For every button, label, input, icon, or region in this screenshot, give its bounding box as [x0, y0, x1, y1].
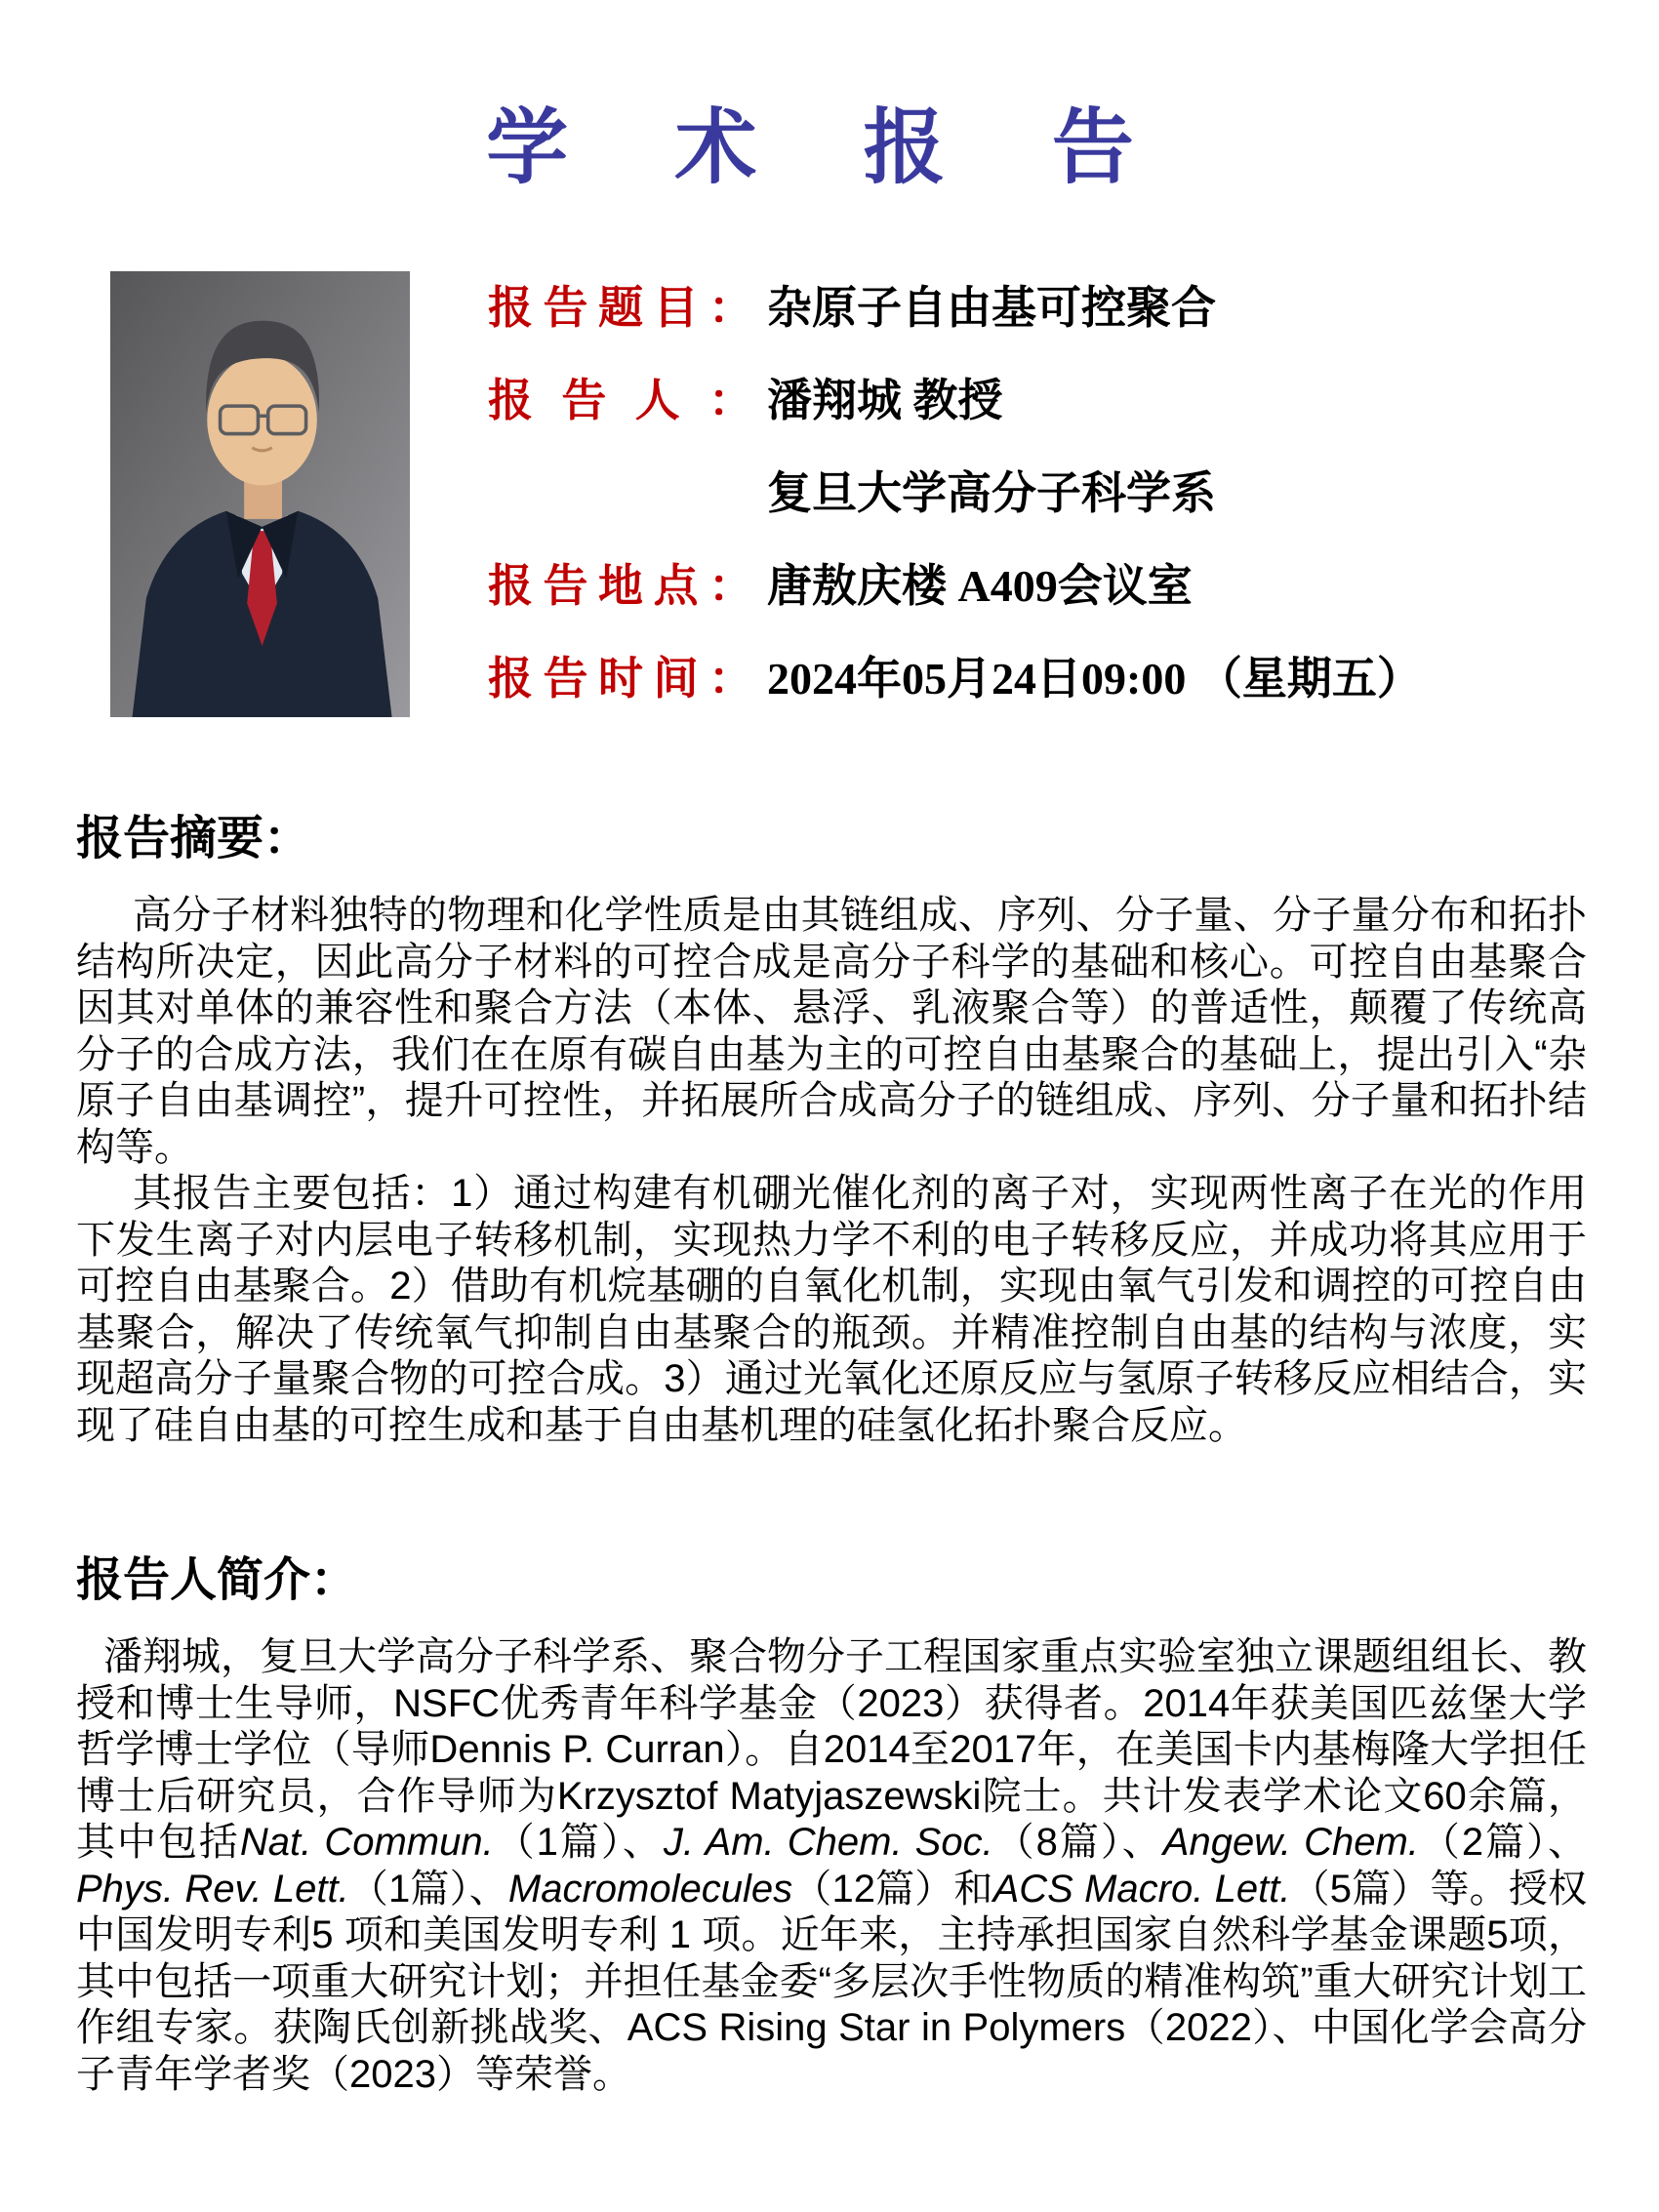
- abstract-paragraph-1: 高分子材料独特的物理和化学性质是由其链组成、序列、分子量、分子量分布和拓扑结构所决定，因此高分子材料的可控合成是高分子科学的基础和核心。可控自由基聚合因其对单体的兼容性和聚合方法（本体、悬浮、乳液聚合等）的普适性，颠覆了传统高分子的合成方法，我们在在原有碳自由基为主的可控自由基聚合的基础上，提出引入“杂原子自由基调控”，提升可控性，并拓展所合成高分子的链组成、序列、分子量和拓扑结构等。: [76, 894, 1587, 1169]
- info-value-location: 唐敖庆楼 A409会议室: [767, 561, 1193, 611]
- bio-paragraph: 潘翔城，复旦大学高分子科学系、聚合物分子工程国家重点实验室独立课题组组长、教授和博士生导师，NSFC优秀青年科学基金（2023）获得者。2014年获美国匹兹堡大学哲学博士学位（导师Dennis P. Curran）。自2014至2017年，在美国卡内基梅隆大学担任博士后研究员，合作导师为Krzysztof Matyjaszewski院士。共计发表学术论文60余篇，其中包括Nat. Commun.（1篇）、J. Am. Chem. Soc.（8篇）、Angew. Chem.（2篇）、Phys. Rev. Lett.（1篇）、Macromolecules（12篇）和ACS Macro. Lett.（5篇）等。授权中国发明专利5 项和美国发明专利 1 项。近年来，主持承担国家自然科学基金课题5项，其中包括一项重大研究计划；并担任基金委“多层次手性物质的精准构筑”重大研究计划工作组专家。获陶氏创新挑战奖、ACS Rising Star in Polymers（2022）、中国化学会高分子青年学者奖（2023）等荣誉。: [76, 1635, 1588, 2096]
- info-row-topic: [488, 285, 1610, 332]
- info-label-speaker: 报 告 人 ：: [488, 376, 753, 425]
- speaker-photo: [110, 271, 410, 717]
- info-value-affiliation: 复旦大学高分子科学系: [767, 468, 1216, 518]
- abstract-paragraph-2: 其报告主要包括：1）通过构建有机硼光催化剂的离子对，实现两性离子在光的作用下发生离子对内层电子转移机制，实现热力学不利的电子转移反应，并成功将其应用于可控自由基聚合。2）借助有机烷基硼的自氧化机制，实现由氧气引发和调控的可控自由基聚合，解决了传统氧气抑制自由基聚合的瓶颈。并精准控制自由基的结构与浓度，实现超高分子量聚合物的可控合成。3）通过光氧化还原反应与氢原子转移反应相结合，实现了硅自由基的可控生成和基于自由基机理的硅氢化拓扑聚合反应。: [76, 1172, 1587, 1447]
- info-value-speaker: 潘翔城 教授: [767, 376, 1003, 425]
- info-value-topic: 杂原子自由基可控聚合: [767, 283, 1216, 333]
- page-title: 学 术 报 告: [486, 100, 1173, 196]
- abstract-heading: 报告摘要：: [76, 813, 311, 865]
- bio-heading: 报告人简介：: [76, 1554, 358, 1606]
- info-row-affiliation: [488, 470, 1610, 517]
- info-label-topic: 报告题目：: [488, 283, 753, 333]
- lecture-info: [488, 285, 1610, 748]
- info-label-location: 报告地点：: [488, 561, 753, 611]
- info-label-time: 报告时间：: [488, 654, 753, 704]
- bio-section: [76, 1542, 1587, 2098]
- info-row-speaker: [488, 378, 1610, 424]
- info-row-time: [488, 656, 1610, 703]
- portrait-face: [207, 354, 317, 485]
- info-value-time: 2024年05月24日09:00 （星期五）: [767, 654, 1422, 704]
- abstract-section: [76, 800, 1587, 1449]
- speaker-portrait-illustration: [110, 271, 410, 717]
- info-row-location: [488, 563, 1610, 610]
